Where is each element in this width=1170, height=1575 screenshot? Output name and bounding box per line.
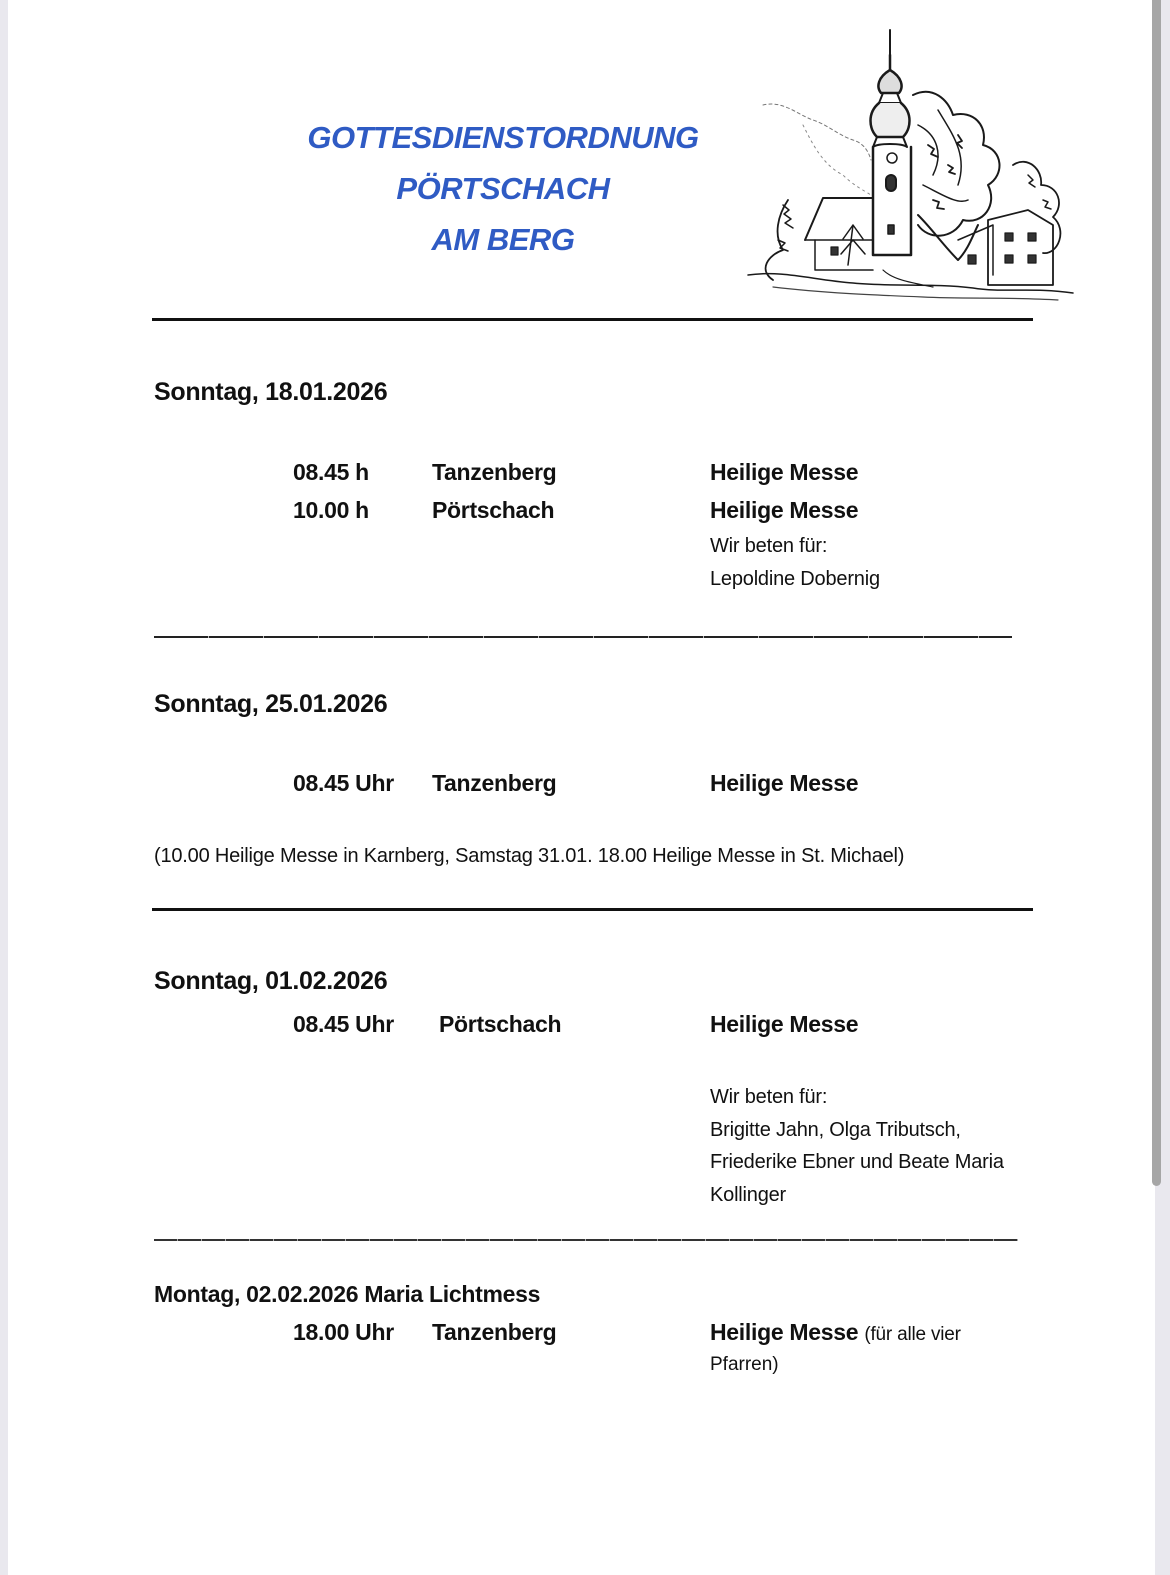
service-time: 08.45 Uhr xyxy=(293,770,394,796)
section-divider xyxy=(152,908,1033,911)
prayer-intentions xyxy=(710,1081,1004,1211)
church-illustration xyxy=(743,25,1083,305)
prayer-name: Lepoldine Dobernig xyxy=(710,567,880,590)
service-type: Heilige Messe xyxy=(710,770,859,796)
scrollbar-thumb[interactable] xyxy=(1152,0,1161,1186)
service-time: 18.00 Uhr xyxy=(293,1319,394,1345)
service-type: Heilige Messe xyxy=(710,459,859,485)
service-place: Pörtschach xyxy=(432,497,555,523)
title-line: GOTTESDIENSTORDNUNG xyxy=(307,120,699,155)
service-time: 08.45 Uhr xyxy=(293,1011,394,1037)
section-divider xyxy=(154,636,1012,638)
day-heading: Sonntag, 25.01.2026 xyxy=(154,690,388,718)
prayer-name: Kollinger xyxy=(710,1183,787,1206)
day-heading: Montag, 02.02.2026 Maria Lichtmess xyxy=(154,1281,541,1307)
title-line: AM BERG xyxy=(431,222,575,257)
prayer-label: Wir beten für: xyxy=(710,535,828,557)
prayer-label: Wir beten für: xyxy=(710,1086,828,1108)
prayer-name: Brigitte Jahn, Olga Tributsch, xyxy=(710,1118,961,1141)
prayer-name: Friederike Ebner und Beate Maria xyxy=(710,1151,1004,1173)
document-title xyxy=(288,112,718,265)
service-place: Tanzenberg xyxy=(432,459,557,485)
service-type xyxy=(710,1319,961,1346)
header-divider xyxy=(152,318,1033,321)
service-time: 08.45 h xyxy=(293,459,369,485)
service-note-continued: Pfarren) xyxy=(710,1354,779,1375)
service-place: Tanzenberg xyxy=(432,1319,557,1345)
service-type: Heilige Messe xyxy=(710,497,859,523)
service-type-label: Heilige Messe xyxy=(710,1319,859,1345)
day-heading: Sonntag, 01.02.2026 xyxy=(154,967,388,995)
service-note: (für alle vier xyxy=(864,1324,961,1345)
day-heading: Sonntag, 18.01.2026 xyxy=(154,378,388,406)
service-type: Heilige Messe xyxy=(710,1011,859,1037)
prayer-intentions xyxy=(710,530,880,595)
service-place: Tanzenberg xyxy=(432,770,557,796)
document-page xyxy=(8,0,1155,1575)
service-time: 10.00 h xyxy=(293,497,369,523)
title-line: PÖRTSCHACH xyxy=(396,171,610,206)
section-divider xyxy=(154,1239,1018,1241)
schedule-note: (10.00 Heilige Messe in Karnberg, Samstag 31.01. 18.00 Heilige Messe in St. Michael) xyxy=(154,845,905,867)
service-place: Pörtschach xyxy=(439,1011,562,1037)
